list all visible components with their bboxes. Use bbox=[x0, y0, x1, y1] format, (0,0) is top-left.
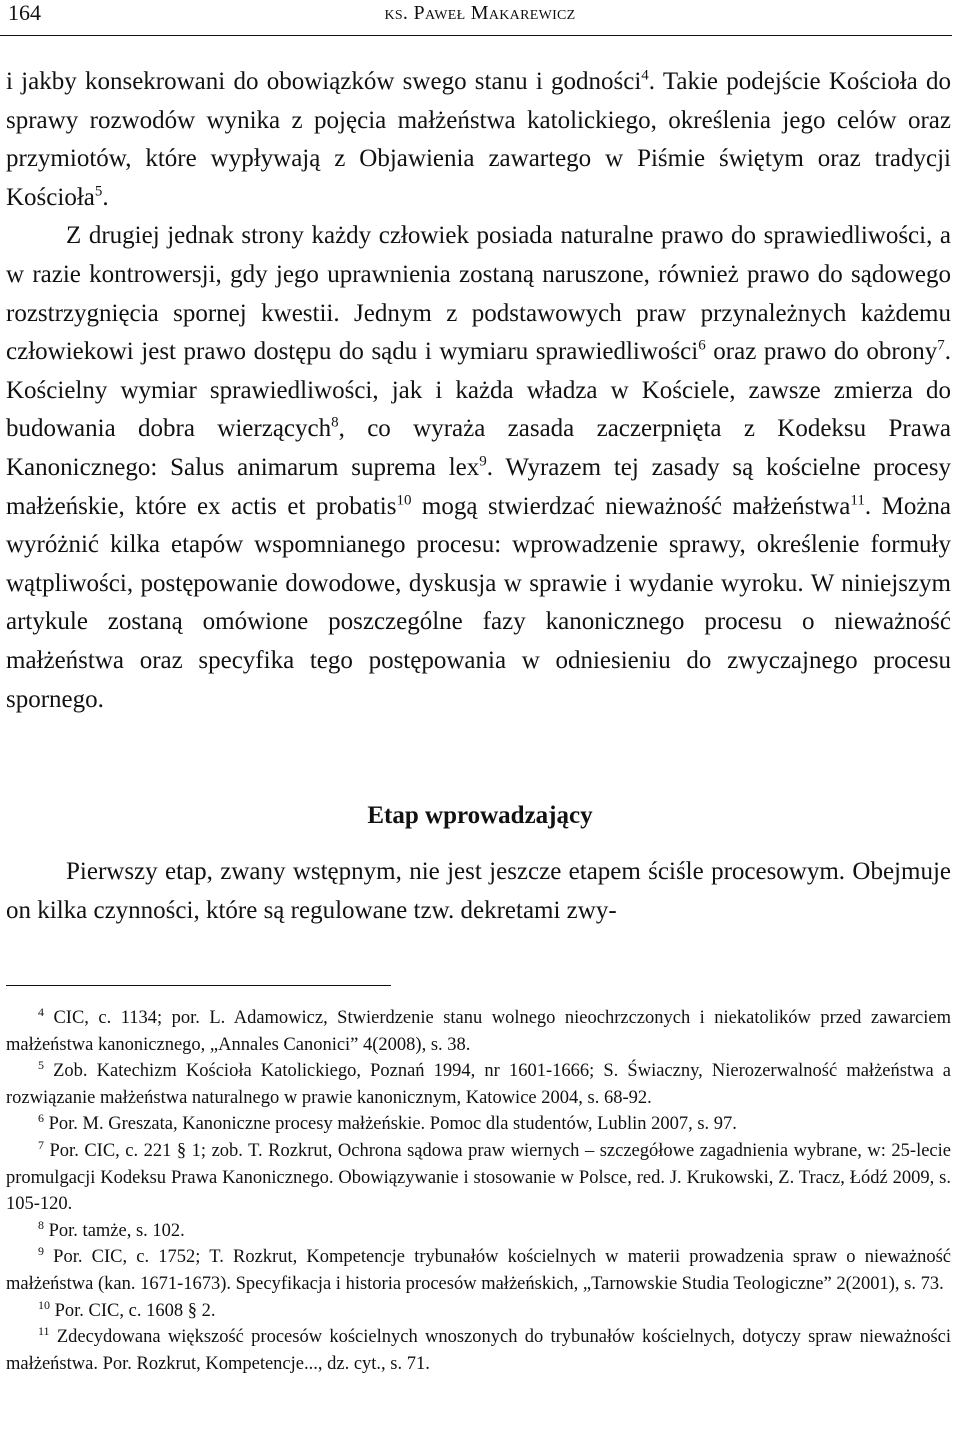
footnotes bbox=[6, 1005, 951, 1377]
footnote-ref-4: 4 bbox=[641, 67, 649, 84]
paragraph-3: Pierwszy etap, zwany wstępnym, nie jest jeszcze etapem ściśle procesowym. Obejmuje on kilka czynności, które są regulowane tzw. dekretami zwy- bbox=[6, 858, 951, 924]
section-heading: Etap wprowadzający bbox=[367, 802, 593, 829]
footnote-5: $^5$ Zob. Katechizm Kościoła Katolickiego, Poznań 1994, nr 1601-1666; S. Świaczny, Nierozerwalność małżeństwa a rozwiązanie małżeństwa naturalnego w prawie kanonicznym, Katowice 2004, s. 68-92. bbox=[6, 1058, 951, 1108]
footnote-11: $^{11}$ Zdecydowana większość procesów kościelnych wnoszonych do trybunałów kościelnych, dotyczy spraw nieważności małżeństwa. Por. Rozkrut, Kompetencje..., dz. cyt., s. 71. bbox=[6, 1323, 951, 1374]
footnote-ref-10: 10 bbox=[396, 492, 412, 509]
header-divider bbox=[0, 35, 952, 36]
footnote-ref-5: 5 bbox=[94, 183, 103, 200]
footnote-ref-8: 8 bbox=[331, 415, 339, 432]
footnote-10: $^{10}$ Por. CIC, c. 1608 § 2. bbox=[38, 1297, 216, 1321]
footnote-8: $^8$ Por. tamże, s. 102. bbox=[38, 1217, 185, 1241]
footnote-ref-7: 7 bbox=[937, 337, 945, 354]
footnote-9: $^9$ Por. CIC, c. 1752; T. Rozkrut, Kompetencje trybunałów kościelnych w materii prowadzenia spraw o nieważność małżeństwa (kan. 1671-1673). Specyfikacja i historia procesów małżeńskich, „Tarnowskie Studia Teologiczne” 2(2001), s. 73. bbox=[6, 1244, 951, 1294]
footnote-6: $^6$ Por. M. Greszata, Kanoniczne procesy małżeńskie. Pomoc dla studentów, Lublin 2007, s. 97. bbox=[38, 1111, 737, 1135]
footnote-ref-9: 9 bbox=[479, 453, 487, 470]
footnote-divider bbox=[6, 985, 391, 986]
footnote-ref-11: 11 bbox=[850, 492, 865, 509]
footnote-ref-6: 6 bbox=[698, 337, 706, 354]
page-number: 164 bbox=[8, 0, 41, 25]
footnote-7: $^7$ Por. CIC, c. 221 § 1; zob. T. Rozkrut, Ochrona sądowa praw wiernych – szczegółowe zagadnienia wybrane, w: 25-lecie promulgacji Kodeksu Prawa Kanonicznego. Obowiązywanie i stosowanie w Polsce, red. J. Krukowski, Z. Tracz, Łódź 2009, s. 105-120. bbox=[6, 1137, 951, 1215]
main-text-continued bbox=[6, 852, 951, 930]
paragraph-2: Z drugiej jednak strony każdy człowiek posiada naturalne prawo do sprawiedliwości, a w razie kontrowersji, gdy jego uprawnienia zostaną naruszone, również prawo do sądowego rozstrzygnięcia spornej kwestii. Jednym z podstawowych praw przynależnych każdemu człowiekowi jest prawo dostępu do sądu i wymiaru sprawiedliwości$^6$ oraz prawo do obrony$^7$. Kościelny wymiar sprawiedliwości, jak i każda władza w Kościele, zawsze zmierza do budowania dobra wierzących$^8$, co wyraża zasada zaczerpnięta z Kodeksu Prawa Kanonicznego: Salus animarum suprema lex$^9$. Wyrazem tej zasady są kościelne procesy małżeńskie, które ex actis et probatis$^{10}$ mogą stwierdzać nieważność małżeństwa$^{11}$. Można wyróżnić kilka etapów wspomnianego procesu: wprowadzenie sprawy, określenie formuły wątpliwości, postępowanie dowodowe, dyskusja w sprawie i wydanie wyroku. W niniejszym artykule zostaną omówione poszczególne fazy kanonicznego procesu o nieważność małżeństwa oraz specyfika tego postępowania w odniesieniu do zwyczajnego procesu spornego. bbox=[6, 222, 952, 713]
running-title: ks. Paweł Makarewicz bbox=[384, 2, 576, 24]
main-text bbox=[6, 63, 951, 719]
footnote-4: $^4$ CIC, c. 1134; por. L. Adamowicz, Stwierdzenie stanu wolnego nieochrzczonych i niekatolików przed zawarciem małżeństwa kanonicznego, „Annales Canonici” 4(2008), s. 38. bbox=[6, 1004, 951, 1055]
paragraph-1: i jakby konsekrowani do obowiązków swego stanu i godności$^4$. Takie podejście Kościoła do sprawy rozwodów wynika z pojęcia małżeństwa katolickiego, określenia jego celów oraz przymiotów, które wypływają z Objawienia zawartego w Piśmie świętym oraz tradycji Kościoła$^5$. bbox=[6, 67, 951, 211]
